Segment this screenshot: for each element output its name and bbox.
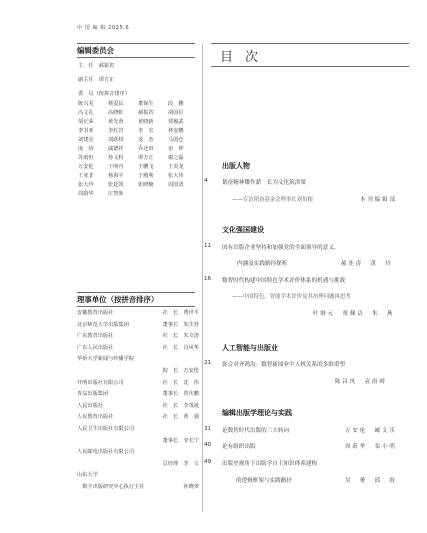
toc-article-title[interactable]: 论有组织出版	[222, 444, 256, 450]
toc-article-title[interactable]: 数智时代构建中国特色学术评价体系的机遇与挑战	[222, 278, 346, 284]
toc-title: 目次	[220, 50, 271, 65]
council-head: 社 长 朱文清	[162, 333, 199, 340]
council-row	[77, 402, 199, 414]
council-head: 院 长 万安伦	[162, 367, 199, 374]
rule	[77, 57, 195, 58]
member-row	[78, 163, 198, 172]
council-org: 北京师范大学出版集团	[77, 321, 129, 328]
toc-page: 11	[204, 243, 212, 249]
member-name: 戚德祥	[108, 146, 124, 152]
toc-category: 出版人物	[222, 162, 250, 170]
member-name: 黄先蓉	[108, 119, 124, 125]
council-row	[77, 309, 199, 321]
member-name: 庞 钧	[78, 146, 94, 152]
council-row	[77, 483, 199, 495]
toc-category: 文化强国建设	[222, 226, 264, 234]
council-row	[77, 332, 199, 344]
member-name: 张大伟	[168, 173, 184, 179]
council-org: 山东大学	[77, 472, 98, 479]
toc-category: 人工智能与出版业	[222, 344, 278, 352]
toc-article-title[interactable]: 国有出版企业坚持和加强党的全面领导的意义、	[222, 245, 340, 251]
member-row	[78, 118, 198, 127]
council-org: 人民卫生出版社有限公司	[77, 425, 135, 432]
toc-page: 21	[204, 360, 212, 366]
member-name: 于殿利	[138, 173, 154, 179]
toc-article-subtitle: ——中国特色、智能学术评价及其治理问题再思考	[232, 294, 351, 300]
member-name: 乔还田	[138, 146, 154, 152]
toc-page: 40	[204, 442, 212, 448]
member-name: 冯文礼	[78, 110, 94, 116]
toc-author: 万安伦 臧文乐	[345, 428, 397, 434]
member-name: 周国清	[168, 182, 184, 188]
member-name: 万安伦	[78, 164, 94, 170]
member-row	[78, 127, 198, 136]
rule	[77, 306, 195, 307]
toc-page: 49	[204, 459, 212, 465]
toc-article-title[interactable]: 出版史视角下出版学自主知识体系建构	[222, 461, 318, 467]
member-name: 张大玲	[78, 182, 94, 188]
member-name: 谢之磊	[168, 155, 184, 161]
toc-author: 本刊编辑部	[360, 197, 397, 203]
council-row	[77, 460, 199, 472]
council-title: 理事单位（按拼音排序）	[77, 295, 159, 304]
member-name: 王亚非	[78, 173, 94, 179]
council-org: 开明出版社有限公司	[77, 379, 124, 386]
council-row	[77, 448, 199, 460]
member-name: 段 鹏	[168, 101, 184, 107]
toc-article-title[interactable]: 弥合对齐鸿沟：数智新闻业中人机关系的多维重塑	[222, 362, 346, 368]
member-name: 杨海平	[108, 173, 124, 179]
editorial-board-title: 编辑委员会	[77, 46, 114, 55]
rule	[77, 292, 195, 293]
journal-header: 中 国 编 辑 2025.6	[77, 25, 130, 31]
member-name: 刘建亮	[78, 137, 94, 143]
member-row	[78, 181, 198, 190]
member-name: 胡正荣	[78, 119, 94, 125]
editorial-vice: 副主任 谭方正	[78, 77, 115, 83]
member-row	[78, 154, 198, 163]
council-head: 社 长 费世平	[162, 310, 199, 316]
rule	[77, 43, 195, 44]
toc-page: 4	[204, 178, 208, 184]
member-name: 孙文科	[108, 155, 124, 161]
toc-author: 周蔚华 栾小明	[345, 444, 397, 450]
member-name	[168, 190, 198, 199]
council-head: 社 长 沈 伟	[162, 379, 199, 386]
council-row	[77, 390, 199, 402]
member-name: 宙 仲	[168, 146, 184, 152]
council-org: 人民邮电出版社有限公司	[77, 449, 135, 456]
editorial-members-grid	[78, 100, 198, 199]
council-list	[77, 309, 199, 495]
toc-article-title-cont: 的逻辑框架与实践路径	[236, 478, 292, 484]
editorial-chief: 主 任 郝振省	[78, 63, 115, 69]
council-row	[77, 355, 199, 367]
council-head: 社 长 李茂晟	[162, 402, 199, 409]
member-name: 李红岩	[108, 128, 124, 134]
member-name: 贾履武	[168, 119, 184, 125]
member-row	[78, 109, 198, 118]
council-row	[77, 471, 199, 483]
council-head: 董事长 李长宁	[162, 437, 199, 444]
toc-author: 叶继元 贾佩洁 朱 燕	[313, 311, 395, 317]
member-name: 陈兴芜	[78, 101, 94, 107]
council-head: 总经理 李 文	[162, 460, 199, 467]
member-name: 马国仓	[168, 137, 184, 143]
council-row	[77, 344, 199, 356]
toc-author: 吴 赟 邱 叙	[345, 478, 397, 484]
member-name: 李书亚	[78, 128, 94, 134]
council-head: 董事长 贾庆鹏	[162, 391, 199, 398]
member-name: 郝振省	[138, 110, 154, 116]
member-row	[78, 172, 198, 181]
toc-article-subtitle: ——专访韬奋基金会理事长刘伯根	[232, 197, 313, 203]
council-org: 人民教育出版社	[77, 414, 114, 421]
member-row	[78, 136, 198, 145]
council-org: 广东教育出版社	[77, 333, 114, 340]
editorial-members-label: 委 员（按拼音排序）	[78, 91, 130, 97]
council-row	[77, 321, 199, 333]
council-org: 人民出版社	[77, 402, 103, 409]
member-row	[78, 190, 198, 199]
member-name: 林安鹏	[168, 128, 184, 134]
toc-author: 陈昌凤 袁雨晴	[335, 379, 387, 385]
toc-article-title[interactable]: 韬奋精神耀作薪 长为文化筑津梁	[222, 180, 306, 186]
council-row	[77, 425, 199, 437]
member-row	[78, 145, 198, 154]
member-name: 张晓楠	[138, 182, 154, 188]
member-name: 王炎龙	[168, 164, 184, 170]
member-name: 王明舟	[108, 164, 124, 170]
member-name: 刘跃权	[108, 137, 124, 143]
council-row	[77, 367, 199, 379]
council-head: 社 长 黄 强	[162, 414, 199, 421]
toc-category: 编辑出版学理论与实践	[222, 409, 292, 417]
member-name: 苏雨恒	[78, 155, 94, 161]
toc-article-title-cont: 内涵及实践路径探析	[237, 261, 288, 267]
member-name: 王鹏飞	[138, 164, 154, 170]
member-name: 黄晓新	[138, 119, 154, 125]
council-org: 广东人民出版社	[77, 344, 114, 351]
member-name: 龙 杰	[138, 137, 154, 143]
toc-article-title[interactable]: 论数智时代出版的三大转向	[222, 428, 290, 434]
council-org: 华侨大学新闻与传播学院	[77, 356, 135, 363]
member-name: 庄智象	[108, 191, 124, 197]
member-name: 谭方正	[138, 155, 154, 161]
rule	[211, 43, 409, 44]
member-name: 蔡爱民	[108, 101, 124, 107]
council-org: 青岛出版集团	[77, 391, 109, 398]
council-row	[77, 379, 199, 391]
toc-page: 16	[204, 276, 212, 282]
council-org: 安徽教育出版社	[77, 310, 114, 316]
member-name: 胡国臣	[168, 110, 184, 116]
council-head: 孙晓翠	[183, 483, 199, 490]
toc-author: 郝连涛 黄 玲	[341, 261, 393, 267]
council-head: 社 长 肖风华	[162, 344, 199, 351]
council-head: 董事长 朱生营	[162, 321, 199, 328]
council-row	[77, 437, 199, 449]
rule	[211, 66, 409, 67]
column-divider	[202, 44, 203, 512]
council-row	[77, 413, 199, 425]
member-row	[78, 100, 198, 109]
member-name	[138, 190, 168, 199]
member-name: 张廷凯	[108, 182, 124, 188]
council-org: 数字出版研究中心执行主任	[77, 483, 145, 490]
member-name: 高晓虹	[108, 110, 124, 116]
toc-page: 31	[204, 426, 212, 432]
member-name: 周蔚华	[78, 191, 94, 197]
member-name: 董保生	[138, 101, 154, 107]
member-name: 李 宏	[138, 128, 154, 134]
